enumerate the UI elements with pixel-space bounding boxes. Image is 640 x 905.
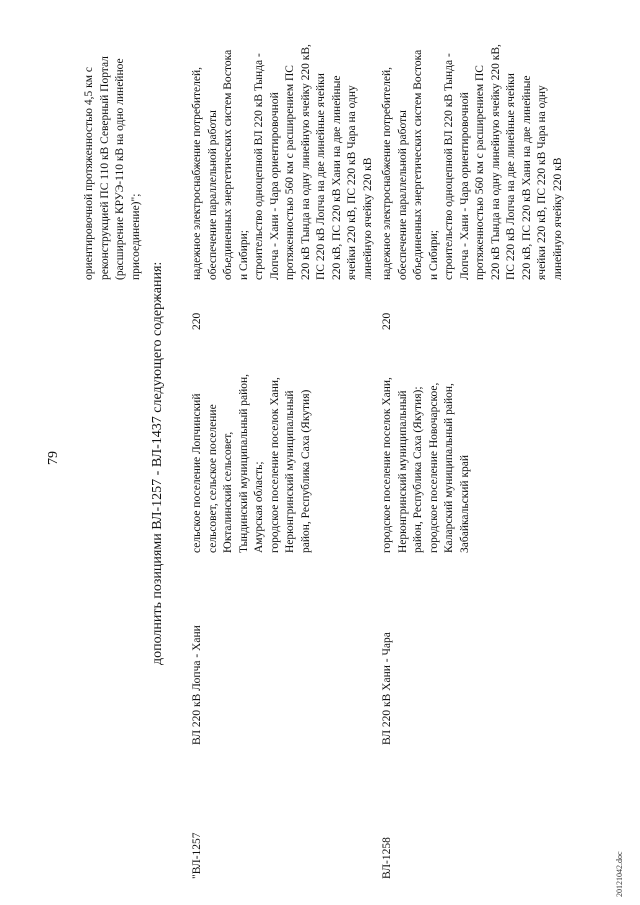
row-2-code: ВЛ-1258 xyxy=(381,837,393,879)
text-line: ячейки 220 кВ, ПС 220 кВ Чара на одну xyxy=(536,85,548,280)
text-line: ПС 220 кВ Лопча на две линейные ячейки xyxy=(315,73,327,280)
row-1-voltage: 220 xyxy=(191,312,203,330)
text-line: ориентировочной протяженностью 4,5 км с xyxy=(83,67,95,280)
text-line: сельсовет, сельское поселение xyxy=(206,404,219,553)
text-line: Лопча - Хани - Чара ориентировочной xyxy=(268,92,281,280)
text-line: ячейки 220 кВ, ПС 220 кВ Чара на одну xyxy=(346,85,358,280)
row-2-purpose xyxy=(380,10,566,280)
text-line: 220 кВ, ПС 220 кВ Хани на две линейные xyxy=(520,75,533,280)
row-2-location xyxy=(380,353,473,553)
text-line: район, Республика Саха (Якутия); xyxy=(412,386,424,553)
text-line: строительство одноцепной ВЛ 220 кВ Тында - xyxy=(253,53,265,280)
text-line: ПС 220 кВ Лопча на две линейные ячейки xyxy=(505,73,517,280)
text-line: и Сибири; xyxy=(427,230,440,280)
text-line: линейную ячейку 220 кВ xyxy=(551,157,564,280)
text-line: Лопча - Хани - Чара ориентировочной xyxy=(458,92,471,280)
text-line: Нерюнгринский муниципальный xyxy=(396,390,409,553)
text-line: и Сибири; xyxy=(237,230,250,280)
row-2-name: ВЛ 220 кВ Хани - Чара xyxy=(381,632,393,745)
text-line: 220 кВ, ПС 220 кВ Хани на две линейные xyxy=(330,75,343,280)
text-line: 220 кВ Тында на одну линейную ячейку 220 кВ, xyxy=(489,44,502,280)
text-line: строительство одноцепной ВЛ 220 кВ Тында - xyxy=(443,53,455,280)
row-1-purpose xyxy=(190,10,376,280)
text-line: обеспечение параллельной работы xyxy=(396,110,409,280)
text-line: (расширение КРУЭ-110 кВ на одно линейное xyxy=(114,58,126,280)
text-line: обеспечение параллельной работы xyxy=(206,110,219,280)
text-line: городское поселение Новочарское, xyxy=(427,382,440,553)
text-line: Каларский муниципальный район, xyxy=(443,383,455,553)
text-line: Амурская область; xyxy=(253,461,265,553)
page-number: 79 xyxy=(46,451,61,465)
text-line: городское поселение поселок Хани, xyxy=(268,377,281,553)
text-line: объединенных энергетических систем Востока xyxy=(412,49,424,280)
text-line: объединенных энергетических систем Востока xyxy=(222,49,234,280)
row-1-location xyxy=(190,353,314,553)
intro-text: дополнить позициями ВЛ-1257 - ВЛ-1437 следующего содержания: xyxy=(150,261,165,665)
row-1-code: "ВЛ-1257 xyxy=(191,832,203,879)
text-line: надежное электроснабжение потребителей, xyxy=(191,66,203,280)
text-line: 220 кВ Тында на одну линейную ячейку 220 кВ, xyxy=(299,44,312,280)
text-line: реконструкцией ПС 110 кВ Северный Портал xyxy=(98,56,111,280)
text-line: Забайкальский край xyxy=(458,454,471,553)
text-line: Нерюнгринский муниципальный xyxy=(284,390,296,553)
text-line: Тындинский муниципальный район, xyxy=(237,373,250,553)
text-line: присоединение)"; xyxy=(129,193,142,280)
row-1-name: ВЛ 220 кВ Лопча - Хани xyxy=(191,625,203,745)
document-filename: 20121042.doc xyxy=(615,851,624,897)
text-line: сельское поселение Лопчинский xyxy=(191,393,203,553)
text-line: надежное электроснабжение потребителей, xyxy=(381,66,393,280)
text-line: протяженностью 560 км с расширением ПС xyxy=(474,65,486,280)
previous-purpose-continuation xyxy=(82,56,144,280)
row-2-voltage: 220 xyxy=(381,312,393,330)
text-line: район, Республика Саха (Якутия) xyxy=(299,389,312,553)
text-line: Юкталинский сельсовет, xyxy=(222,431,234,553)
text-line: городское поселение поселок Хани, xyxy=(381,377,393,553)
text-line: протяженностью 560 км с расширением ПС xyxy=(284,65,296,280)
text-line: линейную ячейку 220 кВ xyxy=(361,157,374,280)
